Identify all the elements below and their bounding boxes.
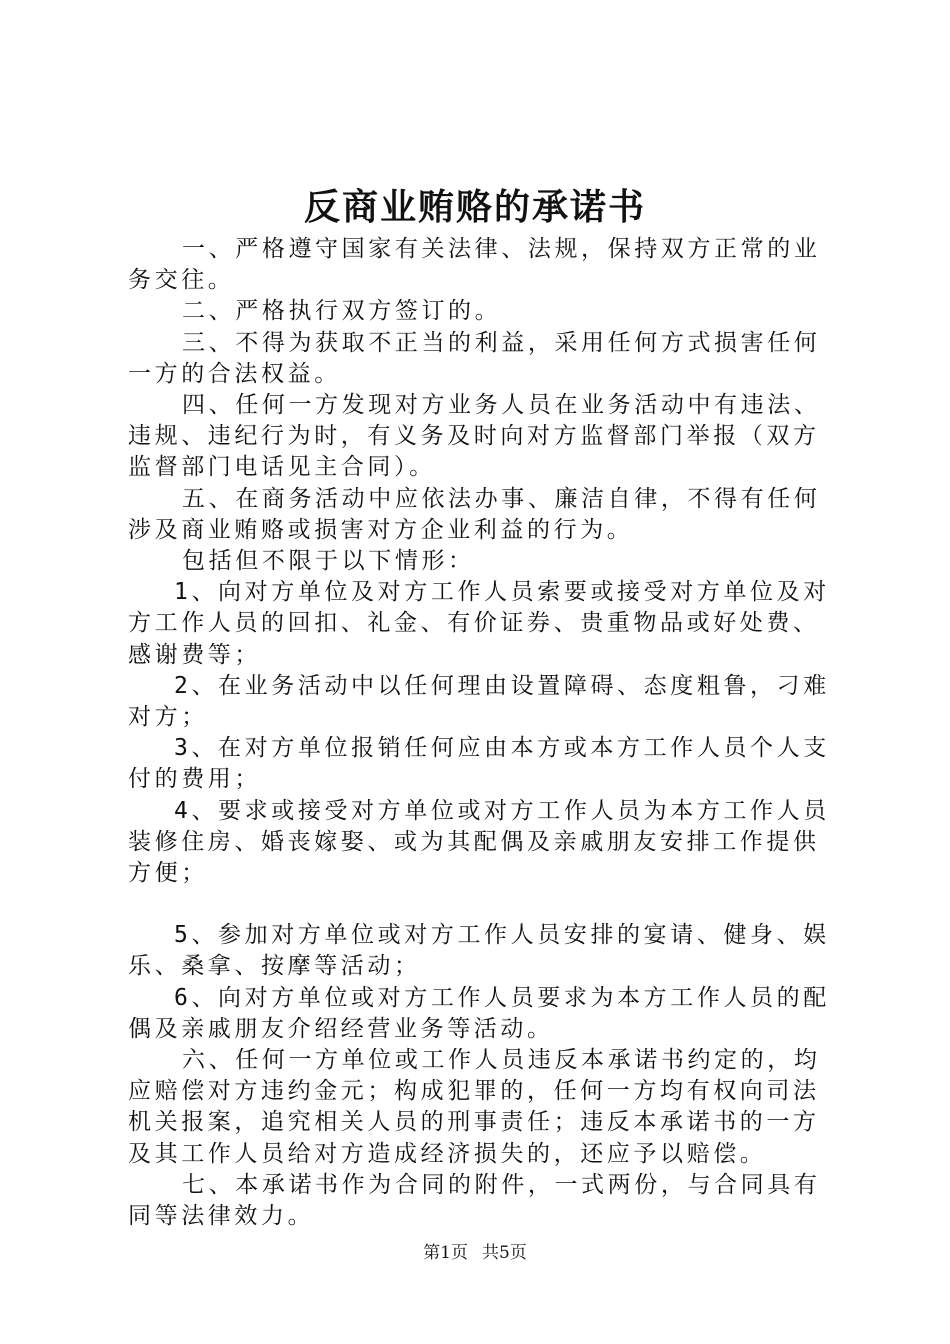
clause-5: 五、在商务活动中应依法办事、廉洁自律，不得有任何涉及商业贿赂或损害对方企业利益的行为。 — [128, 485, 821, 543]
page-number-current: 第1页 — [423, 1243, 468, 1263]
page-number-total: 共5页 — [482, 1243, 527, 1263]
list-item-2: 2、在业务活动中以任何理由设置障碍、态度粗鲁，刁难对方； — [128, 672, 830, 731]
clause-4: 四、任何一方发现对方业务人员在业务活动中有违法、违规、违纪行为时，有义务及时向对方监督部门举报（双方监督部门电话见主合同）。 — [128, 392, 821, 481]
clause-7: 七、本承诺书作为合同的附件，一式两份，与合同具有同等法律效力。 — [128, 1171, 821, 1230]
clause-2: 二、严格执行双方签订的。 — [182, 298, 502, 325]
list-intro: 包括但不限于以下情形： — [182, 548, 475, 575]
clause-1: 一、严格遵守国家有关法律、法规，保持双方正常的业务交往。 — [128, 236, 821, 294]
clause-6: 六、任何一方单位或工作人员违反本承诺书约定的，均应赔偿对方违约金元；构成犯罪的，任何一方均有权向司法机关报案，追究相关人员的刑事责任；违反本承诺书的一方及其工作人员给对方造成经济损失的，还应予以赔偿。 — [128, 1047, 821, 1167]
list-item-3: 3、在对方单位报销任何应由本方或本方工作人员个人支付的费用； — [128, 735, 830, 793]
clause-3: 三、不得为获取不正当的利益，采用任何方式损害任何一方的合法权益。 — [128, 329, 821, 387]
list-item-5: 5、参加对方单位或对方工作人员安排的宴请、健身、娱乐、桑拿、按摩等活动； — [128, 922, 830, 980]
list-item-1: 1、向对方单位及对方工作人员索要或接受对方单位及对方工作人员的回扣、礼金、有价证券、贵重物品或好处费、感谢费等； — [128, 579, 830, 668]
list-item-6: 6、向对方单位或对方工作人员要求为本方工作人员的配偶及亲戚朋友介绍经营业务等活动。 — [128, 984, 830, 1042]
page-footer — [0, 1242, 950, 1264]
list-item-4: 4、要求或接受对方单位或对方工作人员为本方工作人员装修住房、婚丧嫁娶、或为其配偶及亲戚朋友安排工作提供方便； — [128, 797, 830, 887]
document-body — [128, 234, 844, 1232]
document-title: 反商业贿赂的承诺书 — [303, 186, 646, 228]
